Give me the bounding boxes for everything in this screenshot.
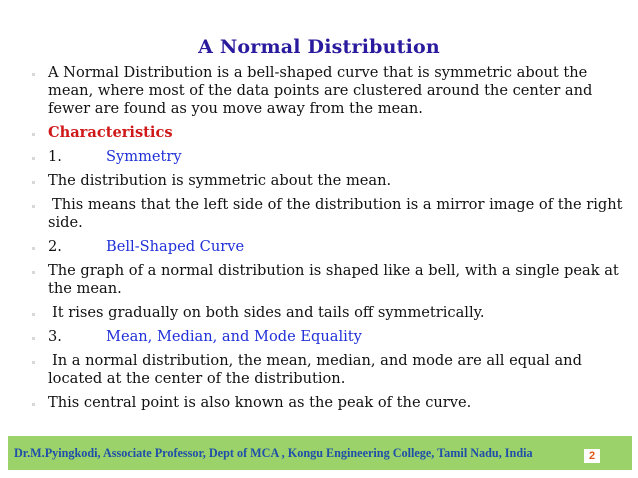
list-item <box>36 196 628 232</box>
body-text: The graph of a normal distribution is shaped like a bell, with a single peak at the mean. <box>48 262 619 297</box>
body-text: This means that the left side of the distribution is a mirror image of the right side. <box>48 196 623 231</box>
list-item <box>36 124 628 142</box>
section-label: Mean, Median, and Mode Equality <box>106 328 362 345</box>
footer-bar <box>8 436 632 470</box>
list-item <box>36 328 628 346</box>
bullet-marker <box>32 247 35 250</box>
section-label: Bell-Shaped Curve <box>106 238 245 255</box>
bullet-marker <box>32 313 35 316</box>
list-item <box>36 394 628 412</box>
bullet-marker <box>32 403 35 406</box>
list-item <box>36 172 628 190</box>
list-item <box>36 352 628 388</box>
section-label: Symmetry <box>106 148 182 165</box>
bullet-marker <box>32 133 35 136</box>
section-number: 3. <box>48 328 62 345</box>
bullet-marker <box>32 205 35 208</box>
footer-credit: Dr.M.Pyingkodi, Associate Professor, Dept of MCA , Kongu Engineering College, Tamil Nadu, India <box>14 445 533 460</box>
bullet-marker <box>32 73 35 76</box>
body-text: The distribution is symmetric about the mean. <box>48 172 392 189</box>
section-number: 2. <box>48 238 62 255</box>
section-number: 1. <box>48 148 62 165</box>
body-text: In a normal distribution, the mean, median, and mode are all equal and located at the center of the distribution. <box>48 352 582 387</box>
bullet-marker <box>32 157 35 160</box>
bullet-marker <box>32 337 35 340</box>
body-text: It rises gradually on both sides and tails off symmetrically. <box>52 304 485 321</box>
bullet-marker <box>32 361 35 364</box>
list-item <box>36 304 628 322</box>
bullet-marker <box>32 271 35 274</box>
list-item <box>36 238 628 256</box>
list-item <box>36 148 628 166</box>
intro-text: A Normal Distribution is a bell-shaped curve that is symmetric about the mean, where most of the data points are clustered around the center and fewer are found as you move away from the mean. <box>48 64 593 117</box>
page-number: 2 <box>584 449 600 463</box>
body-text: This central point is also known as the peak of the curve. <box>48 394 472 411</box>
bullet-marker <box>32 181 35 184</box>
characteristics-heading: Characteristics <box>48 124 173 141</box>
slide-content <box>36 64 628 418</box>
slide-title: A Normal Distribution <box>198 36 440 58</box>
list-item <box>36 262 628 298</box>
list-item <box>36 64 628 118</box>
